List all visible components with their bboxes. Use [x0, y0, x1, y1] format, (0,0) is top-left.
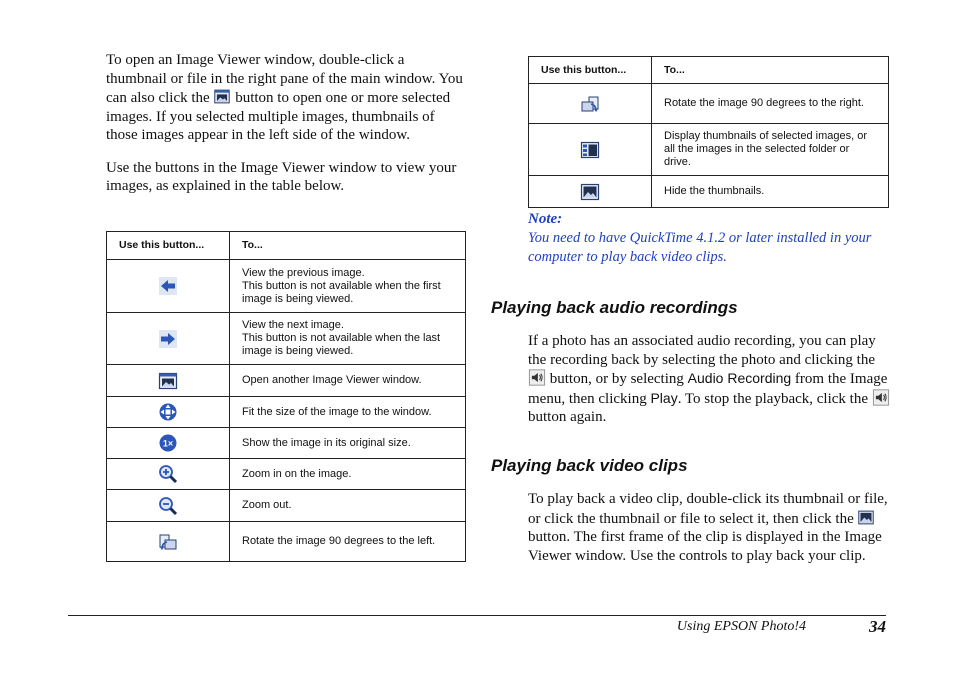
row-description: Fit the size of the image to the window.	[230, 397, 466, 428]
table-row	[107, 459, 466, 490]
page-number: 34	[869, 617, 886, 636]
row-description: Open another Image Viewer window.	[230, 365, 466, 397]
video-section-body	[528, 490, 890, 565]
play-menu-label: Play	[650, 389, 678, 406]
audio-text: button, or by selecting	[549, 371, 684, 387]
fit-to-window-icon	[158, 402, 178, 422]
left-intro	[106, 51, 466, 210]
table-row	[529, 176, 889, 208]
zoom-out-icon	[158, 496, 178, 516]
table-row	[107, 313, 466, 365]
right-arrow-icon	[158, 329, 178, 349]
row-description: Zoom out.	[230, 490, 466, 522]
table-row	[107, 522, 466, 562]
column-header-button: Use this button...	[107, 232, 230, 260]
audio-section-body	[528, 332, 890, 427]
rotate-right-icon	[580, 94, 600, 114]
hide-thumbnails-icon	[857, 509, 875, 526]
table-row	[107, 260, 466, 313]
button-table-right	[528, 56, 889, 208]
thumbnails-icon	[580, 140, 600, 160]
audio-section-heading: Playing back audio recordings	[491, 298, 738, 317]
row-description: Zoom in on the image.	[230, 459, 466, 490]
video-text: button. The first frame of the clip is displayed in the Image Viewer window. Use the controls to play back your clip.	[528, 529, 882, 564]
footer-divider	[68, 615, 886, 616]
audio-text: from the Image menu, then clicking	[528, 371, 888, 407]
audio-recording-menu-label: Audio Recording	[687, 370, 792, 386]
video-section-heading: Playing back video clips	[491, 456, 688, 475]
row-description: Display thumbnails of selected images, or all the images in the selected folder or drive.	[652, 124, 889, 176]
audio-text: button again.	[528, 409, 607, 425]
image-viewer-icon	[213, 88, 231, 105]
table-row	[529, 124, 889, 176]
column-header-button: Use this button...	[529, 57, 652, 84]
column-header-action: To...	[230, 232, 466, 260]
audio-text: . To stop the playback, click the	[677, 390, 868, 407]
left-arrow-icon	[158, 276, 178, 296]
table-row	[107, 397, 466, 428]
row-description	[230, 260, 466, 313]
intro-paragraph-2: Use the buttons in the Image Viewer window to view your images, as explained in the table below.	[106, 159, 457, 194]
intro-paragraph-1	[106, 51, 466, 145]
row-description: Rotate the image 90 degrees to the right.	[652, 84, 889, 124]
note-text: You need to have QuickTime 4.1.2 or later installed in your computer to play back video clips.	[528, 230, 872, 265]
row-description: Rotate the image 90 degrees to the left.	[230, 522, 466, 562]
column-header-action: To...	[652, 57, 889, 84]
button-table-left	[106, 231, 466, 562]
table-row	[529, 84, 889, 124]
row-description: Show the image in its original size.	[230, 428, 466, 459]
original-size-icon	[158, 433, 178, 453]
row-description	[230, 313, 466, 365]
intro-text-after-icon: button to open one or more selected images. If you selected multiple images, thumbnails of those images appear in the left side of the window.	[106, 90, 451, 143]
image-viewer-icon	[158, 371, 178, 391]
row-description-line: View the previous image.	[242, 266, 365, 279]
intro-text-before-icon: To open an Image Viewer window, double-click a thumbnail or file in the right pane of the main window. You can also click the	[106, 52, 463, 106]
table-header-row	[107, 232, 466, 260]
hide-thumbnails-icon	[580, 182, 600, 202]
footer-title: Using EPSON Photo!4	[676, 619, 806, 634]
table-row	[107, 428, 466, 459]
video-text: To play back a video clip, double-click its thumbnail or file, or click the thumbnail or file to select it, then click the	[528, 491, 888, 527]
row-description: Hide the thumbnails.	[652, 176, 889, 208]
rotate-left-icon	[158, 532, 178, 552]
note-label: Note:	[528, 211, 563, 227]
speaker-icon	[872, 389, 890, 406]
zoom-in-icon	[158, 464, 178, 484]
table-row	[107, 365, 466, 397]
row-description-line: View the next image.	[242, 319, 344, 331]
table-row	[107, 490, 466, 522]
speaker-icon	[528, 369, 546, 386]
audio-text: If a photo has an associated audio recording, you can play the recording back by selecting the photo and clicking the	[528, 333, 876, 368]
row-description-line: This button is not available when the first image is being viewed.	[242, 279, 441, 305]
table-header-row	[529, 57, 889, 84]
row-description-line: This button is not available when the last image is being viewed.	[242, 332, 441, 357]
